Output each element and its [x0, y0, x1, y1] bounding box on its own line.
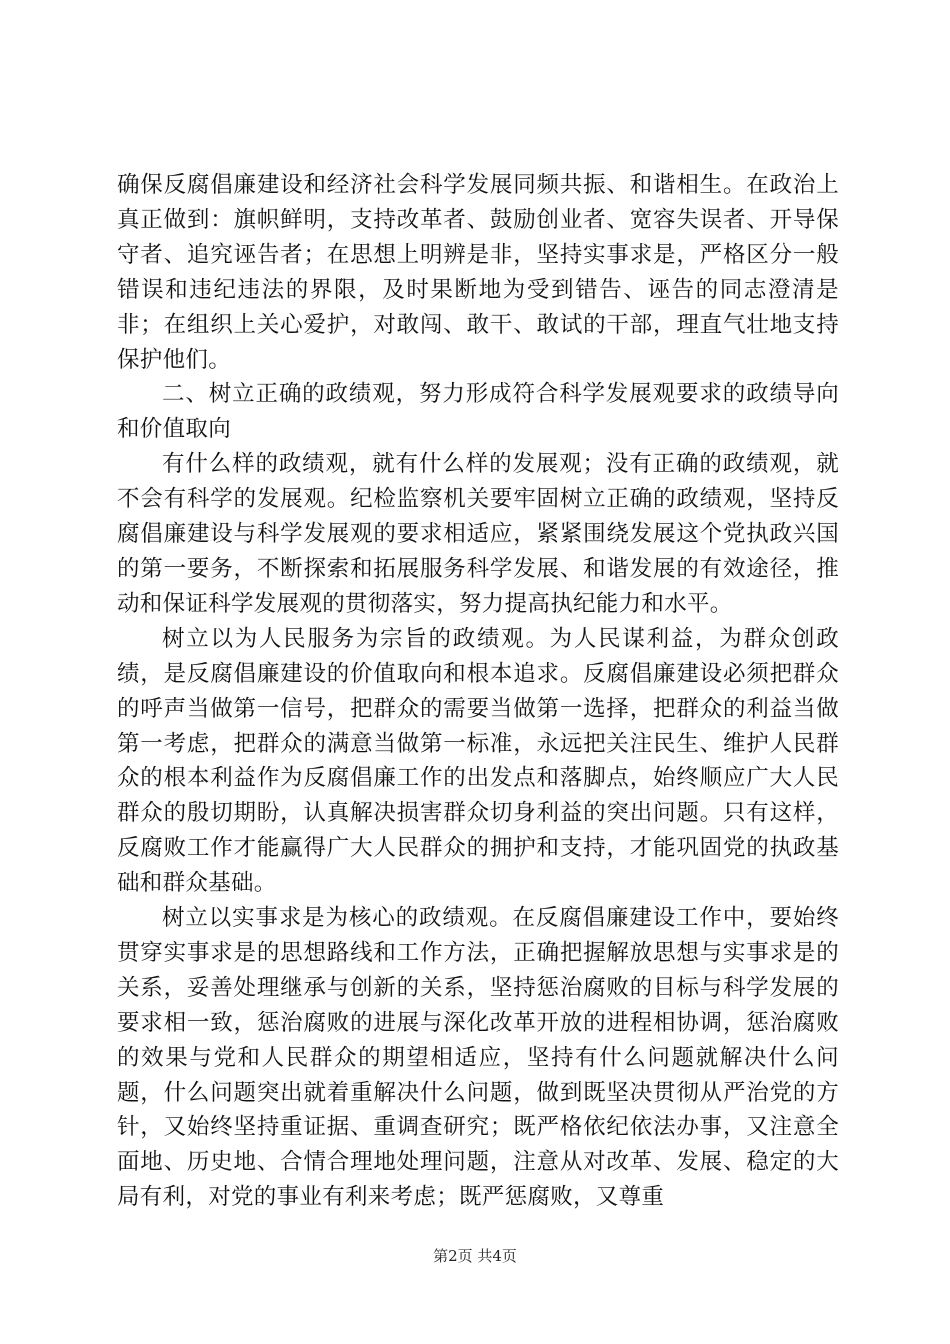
paragraph-achievement-view: 有什么样的政绩观，就有什么样的发展观；没有正确的政绩观，就不会有科学的发展观。纪检监察机关要牢固树立正确的政绩观，坚持反腐倡廉建设与科学发展观的要求相适应，紧紧围绕发展这个党执政兴国的第一要务，不断探索和拓展服务科学发展、和谐发展的有效途径，推动和保证科学发展观的贯彻落实，努力提高执纪能力和水平。	[117, 451, 839, 617]
page-number-footer: 第2页 共4页	[433, 1247, 517, 1265]
paragraph-serve-people: 树立以为人民服务为宗旨的政绩观。为人民谋利益，为群众创政绩，是反腐倡廉建设的价值取向和根本追求。反腐倡廉建设必须把群众的呼声当做第一信号，把群众的需要当做第一选择，把群众的利益当做第一考虑，把群众的满意当做第一标准，永远把关注民生、维护人民群众的根本利益作为反腐倡廉工作的出发点和落脚点，始终顺应广大人民群众的殷切期盼，认真解决损害群众切身利益的突出问题。只有这样，反腐败工作才能赢得广大人民群众的拥护和支持，才能巩固党的执政基础和群众基础。	[117, 625, 839, 897]
section-heading: 二、树立正确的政绩观，努力形成符合科学发展观要求的政绩导向和价值取向	[117, 381, 839, 443]
paragraph-continuation: 确保反腐倡廉建设和经济社会科学发展同频共振、和谐相生。在政治上真正做到：旗帜鲜明，支持改革者、鼓励创业者、宽容失误者、开导保守者、追究诬告者；在思想上明辨是非，坚持实事求是，严格区分一般错误和违纪违法的界限，及时果断地为受到错告、诬告的同志澄清是非；在组织上关心爱护，对敢闯、敢干、敢试的干部，理直气壮地支持保护他们。	[117, 172, 839, 373]
paragraph-seek-truth: 树立以实事求是为核心的政绩观。在反腐倡廉建设工作中，要始终贯穿实事求是的思想路线和工作方法，正确把握解放思想与实事求是的关系，妥善处理继承与创新的关系，坚持惩治腐败的目标与科学发展的要求相一致，惩治腐败的进展与深化改革开放的进程相协调，惩治腐败的效果与党和人民群众的期望相适应，坚持有什么问题就解决什么问题，什么问题突出就着重解决什么问题，做到既坚决贯彻从严治党的方针，又始终坚持重证据、重调查研究；既严格依纪依法办事，又注意全面地、历史地、合情合理地处理问题，注意从对改革、发展、稳定的大局有利，对党的事业有利来考虑；既严惩腐败，又尊重	[117, 905, 839, 1211]
document-body	[117, 168, 839, 1215]
